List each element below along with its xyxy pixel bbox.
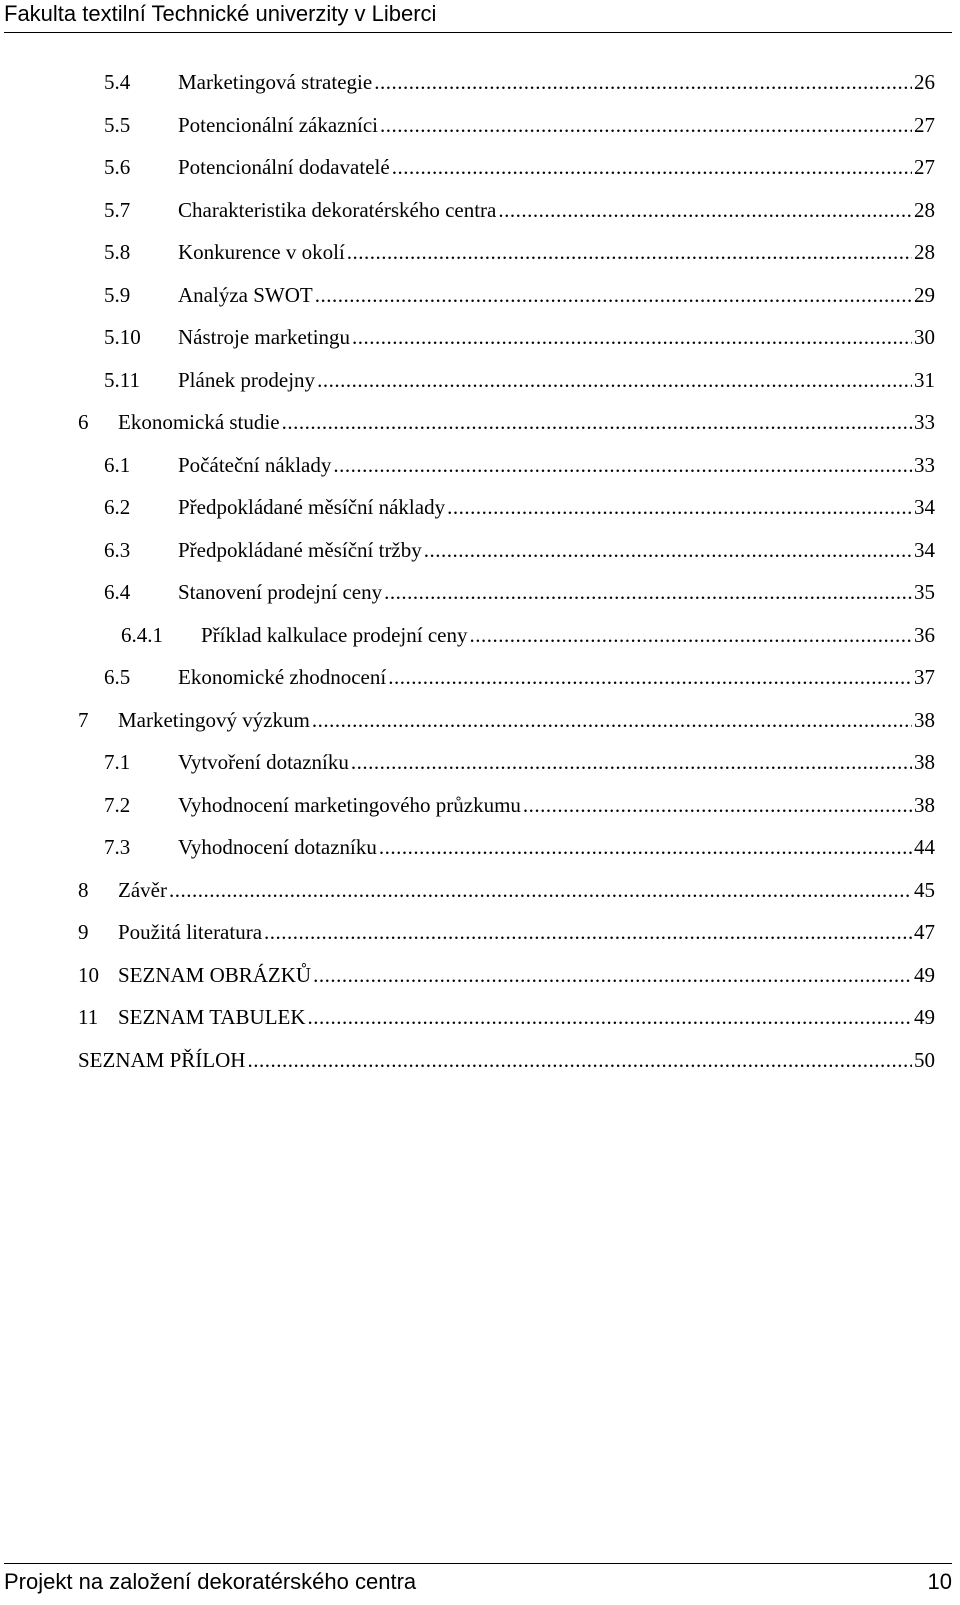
toc-entry-title: Marketingová strategie bbox=[178, 70, 373, 94]
toc-entry[interactable] bbox=[78, 1044, 935, 1076]
toc-entry-title: Potencionální zákazníci bbox=[178, 112, 379, 137]
toc-entry-number: 6.4 bbox=[104, 580, 131, 604]
toc-entry-page: 38 bbox=[914, 707, 935, 732]
toc-entry-number: 7 bbox=[78, 707, 89, 732]
toc-entry-title: Vyhodnocení dotazníku bbox=[178, 835, 377, 859]
toc-entry-title: Ekonomické zhodnocení bbox=[178, 665, 387, 689]
toc-leader-dots bbox=[351, 746, 912, 778]
page-footer bbox=[4, 1563, 952, 1602]
toc-entry[interactable] bbox=[104, 831, 935, 863]
toc-entry-title: Potencionální dodavatelé bbox=[178, 155, 390, 179]
toc-leader-dots bbox=[308, 1001, 912, 1033]
toc-entry-page: 50 bbox=[914, 1047, 935, 1072]
toc-leader-dots bbox=[312, 704, 912, 736]
toc-entry-page: 38 bbox=[914, 792, 935, 817]
toc-entry-title: Závěr bbox=[118, 877, 167, 902]
toc-entry[interactable] bbox=[104, 66, 935, 98]
toc-entry-title: Ekonomická studie bbox=[118, 410, 280, 434]
toc-entry[interactable] bbox=[104, 661, 935, 693]
page-header bbox=[4, 0, 952, 33]
toc-entry-number: 5.7 bbox=[104, 197, 131, 222]
toc-entry[interactable] bbox=[104, 449, 935, 481]
toc-entry[interactable] bbox=[78, 1001, 935, 1033]
toc-leader-dots bbox=[379, 831, 912, 863]
toc-entry-title: Použitá literatura bbox=[118, 920, 263, 944]
toc-leader-dots bbox=[282, 406, 912, 438]
toc-entry-page: 28 bbox=[914, 197, 935, 222]
toc-leader-dots bbox=[388, 661, 912, 693]
toc-entry-number: 7.1 bbox=[104, 750, 131, 774]
toc-entry[interactable] bbox=[78, 959, 935, 991]
toc-entry[interactable] bbox=[104, 236, 935, 268]
toc-entry-page: 26 bbox=[914, 70, 935, 94]
toc-entry-title: Plánek prodejny bbox=[178, 367, 316, 392]
toc-leader-dots bbox=[384, 576, 912, 608]
toc-entry-title: Předpokládané měsíční tržby bbox=[178, 537, 422, 562]
toc-entry-title: Analýza SWOT bbox=[178, 282, 313, 307]
toc-entry-page: 34 bbox=[914, 537, 935, 562]
toc-leader-dots bbox=[247, 1044, 912, 1076]
toc-entry-number: 6.5 bbox=[104, 665, 131, 689]
toc-entry-page: 49 bbox=[914, 1005, 935, 1029]
toc-entry-number: 7.2 bbox=[104, 792, 131, 817]
toc-leader-dots bbox=[374, 66, 912, 98]
toc-entry-page: 47 bbox=[914, 920, 935, 944]
toc-entry-page: 49 bbox=[914, 962, 935, 987]
toc-entry-title: SEZNAM PŘÍLOH bbox=[78, 1047, 246, 1072]
toc-entry-title: Charakteristika dekoratérského centra bbox=[178, 197, 497, 222]
toc-entry-page: 44 bbox=[914, 835, 935, 859]
toc-entry[interactable] bbox=[104, 279, 935, 311]
toc-entry-page: 33 bbox=[914, 452, 935, 477]
toc-entry-page: 27 bbox=[914, 155, 935, 179]
toc-entry[interactable] bbox=[78, 406, 935, 438]
toc-entry-title: Vyhodnocení marketingového průzkumu bbox=[178, 792, 521, 817]
toc-leader-dots bbox=[264, 916, 912, 948]
toc-entry-number: 6.4.1 bbox=[121, 622, 163, 647]
toc-entry[interactable] bbox=[104, 576, 935, 608]
toc-entry-page: 30 bbox=[914, 325, 935, 349]
toc-leader-dots bbox=[447, 491, 912, 523]
toc-leader-dots bbox=[347, 236, 912, 268]
toc-entry[interactable] bbox=[78, 916, 935, 948]
toc-leader-dots bbox=[498, 194, 912, 226]
toc-entry-page: 28 bbox=[914, 240, 935, 264]
toc-entry-title: Vytvoření dotazníku bbox=[178, 750, 349, 774]
toc-leader-dots bbox=[424, 534, 912, 566]
toc-entry-title: Příklad kalkulace prodejní ceny bbox=[201, 622, 468, 647]
toc-leader-dots bbox=[169, 874, 912, 906]
toc-entry-title: SEZNAM OBRÁZKŮ bbox=[118, 962, 312, 987]
toc-entry-number: 5.10 bbox=[104, 325, 141, 349]
toc-entry[interactable] bbox=[104, 321, 935, 353]
toc-entry[interactable] bbox=[104, 151, 935, 183]
toc-entry-page: 29 bbox=[914, 282, 935, 307]
toc-leader-dots bbox=[392, 151, 912, 183]
toc-entry-number: 6.3 bbox=[104, 537, 131, 562]
toc-entry-page: 31 bbox=[914, 367, 935, 392]
toc-entry-number: 5.5 bbox=[104, 112, 131, 137]
toc-leader-dots bbox=[352, 321, 912, 353]
toc-entry[interactable] bbox=[104, 364, 935, 396]
toc-entry-title: Předpokládané měsíční náklady bbox=[178, 495, 446, 519]
toc-entry-page: 34 bbox=[914, 495, 935, 519]
toc-entry-number: 8 bbox=[78, 877, 89, 902]
toc-entry[interactable] bbox=[104, 491, 935, 523]
toc-entry-page: 27 bbox=[914, 112, 935, 137]
toc-entry-number: 9 bbox=[78, 920, 89, 944]
toc-entry-number: 5.6 bbox=[104, 155, 131, 179]
toc-entry-number: 10 bbox=[78, 962, 99, 987]
toc-leader-dots bbox=[313, 959, 912, 991]
toc-entry[interactable] bbox=[104, 109, 935, 141]
toc-leader-dots bbox=[523, 789, 912, 821]
toc-entry[interactable] bbox=[78, 704, 935, 736]
toc-entry-title: Počáteční náklady bbox=[178, 452, 332, 477]
toc-entry-page: 35 bbox=[914, 580, 935, 604]
toc-leader-dots bbox=[333, 449, 912, 481]
toc-entry[interactable] bbox=[121, 619, 935, 651]
toc-entry-title: Stanovení prodejní ceny bbox=[178, 580, 383, 604]
toc-entry-number: 11 bbox=[78, 1005, 99, 1029]
footer-title: Projekt na založení dekoratérského centra bbox=[4, 1569, 417, 1594]
toc-entry-page: 38 bbox=[914, 750, 935, 774]
header-title: Fakulta textilní Technické univerzity v Liberci bbox=[4, 1, 437, 26]
toc-entry-number: 5.9 bbox=[104, 282, 131, 307]
toc-entry[interactable] bbox=[104, 746, 935, 778]
toc-leader-dots bbox=[315, 279, 912, 311]
toc-entry-page: 36 bbox=[914, 622, 935, 647]
toc-entry-title: Marketingový výzkum bbox=[118, 707, 310, 732]
toc-entry-page: 45 bbox=[914, 877, 935, 902]
toc-entry[interactable] bbox=[104, 534, 935, 566]
toc-entry[interactable] bbox=[104, 789, 935, 821]
toc-leader-dots bbox=[317, 364, 912, 396]
toc-leader-dots bbox=[380, 109, 912, 141]
toc-leader-dots bbox=[470, 619, 913, 651]
toc-entry-number: 6.2 bbox=[104, 495, 131, 519]
toc-entry-page: 33 bbox=[914, 410, 935, 434]
footer-page-number: 10 bbox=[927, 1569, 952, 1594]
toc-entry[interactable] bbox=[104, 194, 935, 226]
toc-entry-number: 6.1 bbox=[104, 452, 131, 477]
toc-entry-number: 5.11 bbox=[104, 367, 140, 392]
toc-entry-title: SEZNAM TABULEK bbox=[118, 1005, 306, 1029]
toc-entry-title: Konkurence v okolí bbox=[178, 240, 345, 264]
toc-entry-number: 6 bbox=[78, 410, 89, 434]
toc-entry[interactable] bbox=[78, 874, 935, 906]
toc-entry-title: Nástroje marketingu bbox=[178, 325, 351, 349]
toc-entry-page: 37 bbox=[914, 665, 935, 689]
toc-entry-number: 5.8 bbox=[104, 240, 131, 264]
toc-entry-number: 5.4 bbox=[104, 70, 131, 94]
toc-entry-number: 7.3 bbox=[104, 835, 131, 859]
